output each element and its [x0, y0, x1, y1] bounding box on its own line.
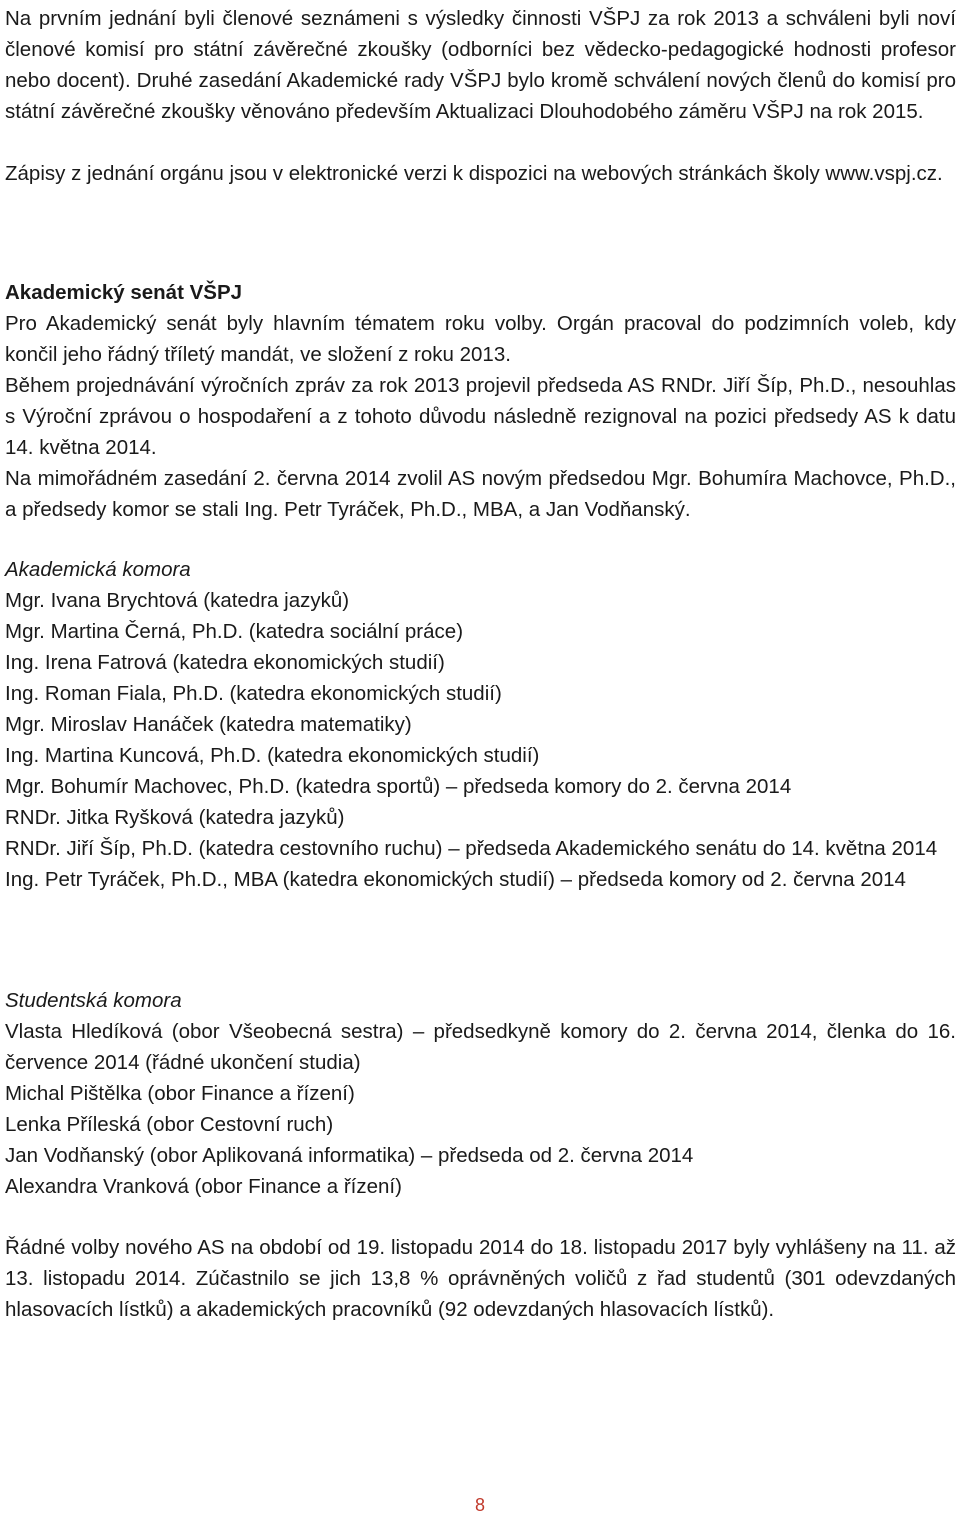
academic-member: Ing. Petr Tyráček, Ph.D., MBA (katedra ekonomických studií) – předseda komory od 2. června 2014 [5, 868, 906, 891]
student-chamber-section [5, 985, 956, 1202]
student-member: Vlasta Hledíková (obor Všeobecná sestra) – předsedkyně komory do 2. června 2014, členka do 16. července 2014 (řádné ukončení studia) [5, 1020, 956, 1074]
senate-paragraph-1: Pro Akademický senát byly hlavním tématem roku volby. Orgán pracoval do podzimních voleb, kdy končil jeho řádný tříletý mandát, ve složení z roku 2013. [5, 312, 956, 366]
intro-section [5, 3, 956, 189]
student-member: Michal Pištělka (obor Finance a řízení) [5, 1082, 355, 1105]
student-member: Lenka Příleská (obor Cestovní ruch) [5, 1113, 334, 1136]
academic-member: RNDr. Jiří Šíp, Ph.D. (katedra cestovního ruchu) – předseda Akademického senátu do 14. května 2014 [5, 837, 938, 860]
academic-member: Mgr. Ivana Brychtová (katedra jazyků) [5, 589, 350, 612]
intro-paragraph-2: Zápisy z jednání orgánu jsou v elektronické verzi k dispozici na webových stránkách školy www.vspj.cz. [5, 162, 943, 185]
senate-paragraph-3: Na mimořádném zasedání 2. června 2014 zvolil AS novým předsedou Mgr. Bohumíra Machovce, Ph.D., a předsedy komor se stali Ing. Petr Tyráček, Ph.D., MBA, a Jan Vodňanský. [5, 467, 956, 521]
academic-chamber-heading: Akademická komora [5, 558, 191, 581]
elections-section [5, 1232, 956, 1325]
academic-member: Mgr. Miroslav Hanáček (katedra matematiky) [5, 713, 412, 736]
academic-member: Mgr. Martina Černá, Ph.D. (katedra sociální práce) [5, 620, 464, 643]
student-chamber-heading: Studentská komora [5, 989, 182, 1012]
senate-heading: Akademický senát VŠPJ [5, 281, 243, 304]
academic-chamber-section [5, 554, 956, 895]
senate-paragraph-2: Během projednávání výročních zpráv za rok 2013 projevil předseda AS RNDr. Jiří Šíp, Ph.D., nesouhlas s Výroční zprávou o hospodaření a z tohoto důvodu následně rezignoval na pozici předsedy AS k datu 14. května 2014. [5, 374, 956, 459]
student-member: Jan Vodňanský (obor Aplikovaná informatika) – předseda od 2. června 2014 [5, 1144, 694, 1167]
academic-member: Ing. Martina Kuncová, Ph.D. (katedra ekonomických studií) [5, 744, 540, 767]
senate-section [5, 277, 956, 525]
elections-paragraph: Řádné volby nového AS na období od 19. listopadu 2014 do 18. listopadu 2017 byly vyhlášeny na 11. až 13. listopadu 2014. Zúčastnilo se jich 13,8 % oprávněných voličů z řad studentů (301 odevzdaných hlasovacích lístků) a akademických pracovníků (92 odevzdaných hlasovacích lístků). [5, 1236, 956, 1321]
student-member: Alexandra Vranková (obor Finance a řízení) [5, 1175, 402, 1198]
academic-member: Ing. Irena Fatrová (katedra ekonomických studií) [5, 651, 445, 674]
academic-member: Mgr. Bohumír Machovec, Ph.D. (katedra sportů) – předseda komory do 2. června 2014 [5, 775, 792, 798]
page-number: 8 [474, 1495, 485, 1515]
intro-paragraph-1: Na prvním jednání byli členové seznámeni s výsledky činnosti VŠPJ za rok 2013 a schváleni byli noví členové komisí pro státní závěrečné zkoušky (odborníci bez vědecko-pedagogické hodnosti profesor nebo docent). Druhé zasedání Akademické rady VŠPJ bylo kromě schválení nových členů do komisí pro státní závěrečné zkoušky věnováno především Aktualizaci Dlouhodobého záměru VŠPJ na rok 2015. [5, 7, 956, 123]
academic-member: RNDr. Jitka Ryšková (katedra jazyků) [5, 806, 345, 829]
academic-member: Ing. Roman Fiala, Ph.D. (katedra ekonomických studií) [5, 682, 502, 705]
